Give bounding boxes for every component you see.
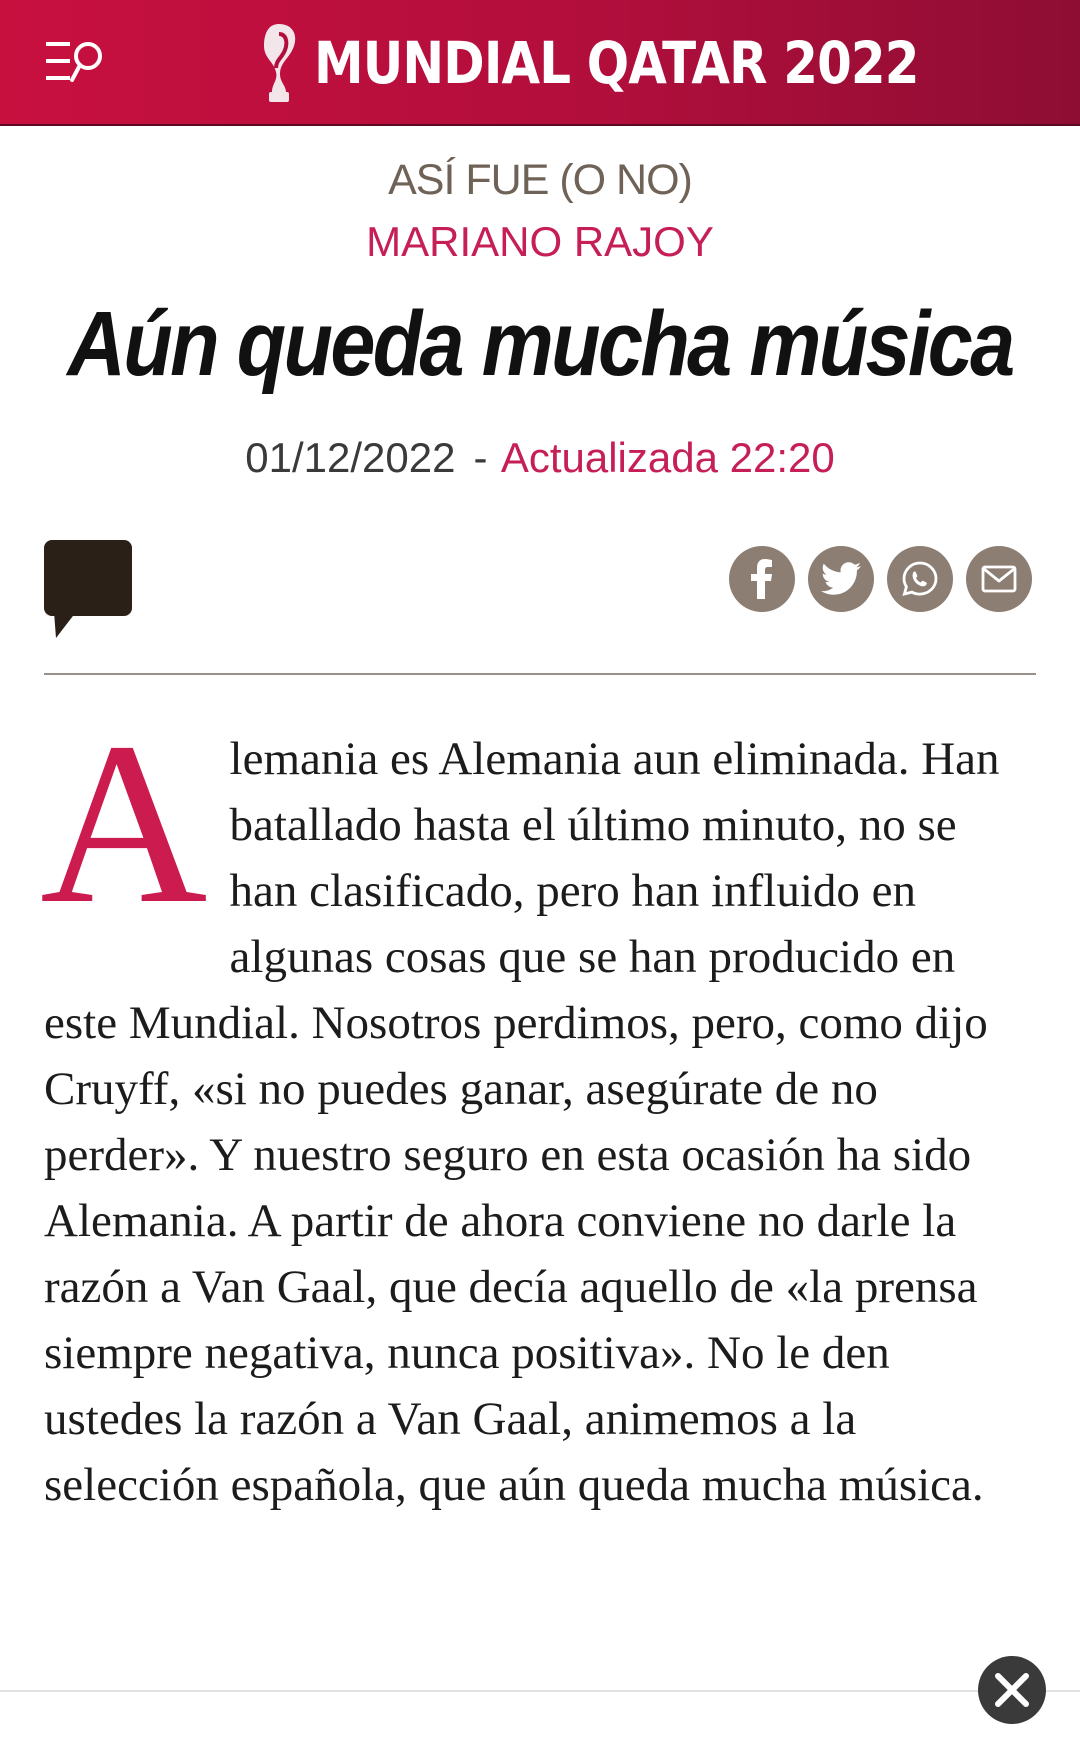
- publish-date: 01/12/2022: [245, 434, 456, 481]
- menu-search-icon: [44, 38, 108, 88]
- email-icon: [981, 565, 1017, 593]
- header-divider: [44, 673, 1036, 675]
- article-body: [40, 695, 1036, 1518]
- share-whatsapp-button[interactable]: [887, 546, 953, 612]
- close-button[interactable]: [978, 1656, 1046, 1724]
- top-bar: [0, 0, 1080, 126]
- facebook-icon: [745, 559, 779, 599]
- brand[interactable]: [258, 20, 1017, 106]
- share-twitter-button[interactable]: [808, 546, 874, 612]
- author-name[interactable]: MARIANO RAJOY: [366, 218, 714, 265]
- close-icon: [992, 1670, 1032, 1710]
- headline: Aún queda mucha música: [67, 293, 1013, 395]
- updated-time: Actualizada 22:20: [500, 434, 835, 481]
- dateline: [0, 434, 1080, 482]
- drop-cap: A: [40, 695, 208, 952]
- date-separator: -: [473, 434, 488, 481]
- world-cup-trophy-icon: [258, 20, 300, 106]
- comments-button[interactable]: [44, 540, 134, 640]
- whatsapp-icon: [901, 560, 939, 598]
- article-paragraph: lemania es Alemania aun eliminada. Han batallado hasta el último minuto, no se han clasificado, pero han influido en algunas cosas que se han producido en este Mundial. Nosotros perdimos, pero, como dijo Cruyff, «si no puedes ganar, asegúrate de no perder». Y nuestro seguro en esta ocasión ha sido Alemania. A partir de ahora conviene no darle la razón a Van Gaal, que decía aquello de «la prensa siempre negativa, nunca positiva». No le den ustedes la razón a Van Gaal, animemos a la selección española, que aún queda mucha música.: [44, 733, 1000, 1511]
- section-label[interactable]: ASÍ FUE (O NO): [388, 156, 692, 204]
- comment-bubble-icon: [44, 540, 134, 640]
- brand-title: MUNDIAL QATAR 2022: [314, 29, 919, 97]
- twitter-icon: [821, 562, 861, 596]
- share-facebook-button[interactable]: [729, 546, 795, 612]
- share-email-button[interactable]: [966, 546, 1032, 612]
- menu-search-button[interactable]: [44, 38, 108, 88]
- footer-divider: [0, 1690, 1080, 1692]
